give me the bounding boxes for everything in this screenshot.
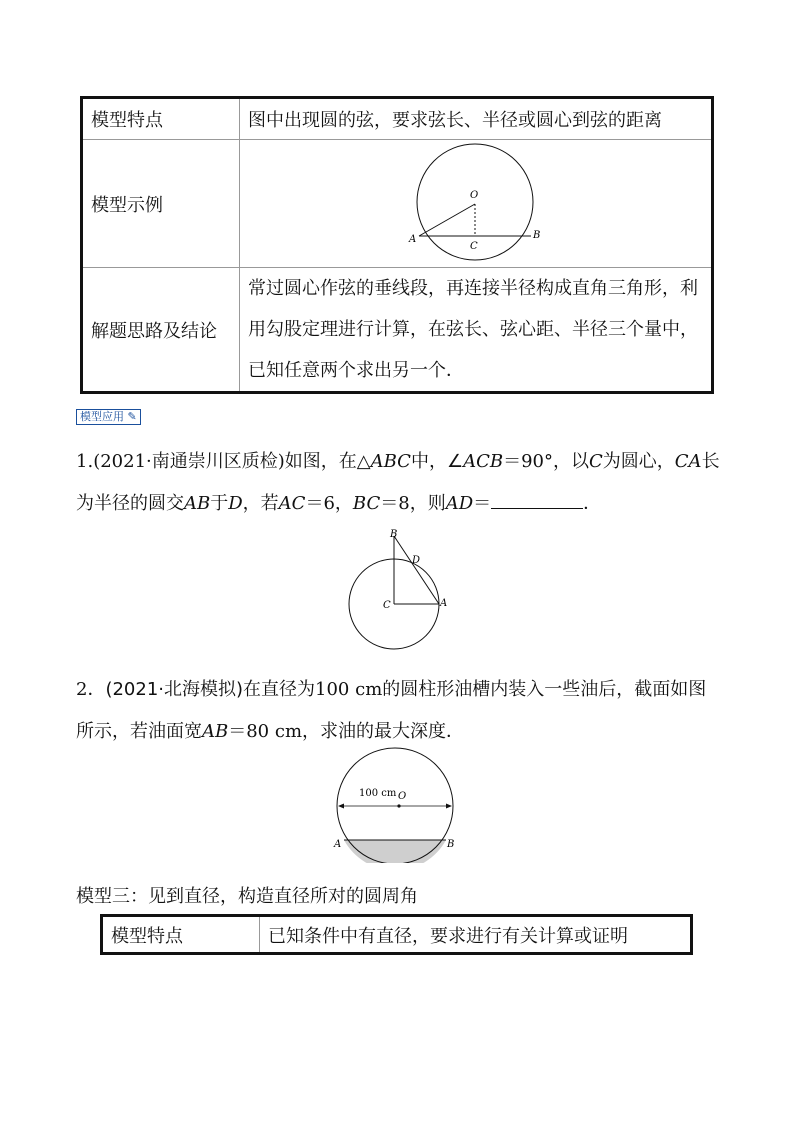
p2-text: 所示，若油面宽 [76, 721, 202, 742]
p2-text: ，求油的最大深度． [302, 721, 465, 742]
p1-text: 为圆心， [602, 451, 675, 472]
problem2-line2 [76, 717, 464, 743]
p1-text: 如图，在△ [284, 451, 371, 472]
p2-label-A: A [334, 839, 342, 850]
p2-label-diameter: 100 cm [359, 788, 397, 799]
method-line-3: 已知任意两个求出另一个． [248, 360, 464, 381]
p1-math: CA [674, 451, 702, 472]
p1-label-C: C [383, 600, 391, 611]
p1-text: ＝8，则 [380, 493, 446, 514]
label-A: A [408, 234, 416, 245]
model-table-1 [80, 96, 714, 394]
method-line-2: 用勾股定理进行计算，在弦长、弦心距、半径三个量中， [248, 319, 698, 340]
answer-blank[interactable] [491, 492, 583, 509]
p1-math: AB [184, 493, 211, 514]
p1-text: ＝ [473, 493, 492, 514]
label-B: B [532, 230, 540, 241]
table1-label-method: 解题思路及结论 [82, 268, 240, 393]
p1-math: ACB [463, 451, 504, 472]
p1-text: 为半径的圆交 [76, 493, 184, 514]
table2-label-feature: 模型特点 [102, 916, 260, 954]
p1-text: 中，∠ [410, 451, 464, 472]
p1-math: D [228, 493, 243, 514]
model3-title: 模型三：见到直径，构造直径所对的圆周角 [76, 886, 418, 907]
label-O: O [469, 190, 478, 201]
section-tag-model-application [76, 409, 141, 425]
p1-label-B: B [390, 529, 398, 540]
problem2-figure [333, 743, 463, 863]
p2-label-B: B [447, 839, 455, 850]
model-table-2 [100, 914, 693, 955]
method-line-1: 常过圆心作弦的垂线段，再连接半径构成直角三角形，利 [248, 278, 698, 299]
p1-text: ，若 [242, 493, 279, 514]
p1-math: AD [445, 493, 474, 514]
p1-segment-ab [394, 536, 439, 604]
p1-text: ＝90°，以 [503, 451, 589, 472]
label-C: C [469, 241, 478, 252]
table1-figure-cell [240, 140, 713, 268]
p2-arrow-left [338, 804, 344, 809]
table1-row-method [82, 268, 713, 393]
p2-label-O: O [398, 791, 407, 802]
section-tag-label: 模型应用 [80, 410, 124, 423]
table2-value-feature: 已知条件中有直径，要求进行有关计算或证明 [260, 916, 692, 954]
p1-text: 长 [701, 451, 720, 472]
p1-text: 于 [210, 493, 229, 514]
chord-model-figure [406, 140, 546, 262]
p2-arrow-right [446, 804, 452, 809]
p1-label-D: D [412, 555, 421, 566]
p2-text: (2021·北海模拟)在直径为 [105, 679, 316, 700]
table1-row-feature [82, 98, 713, 140]
figure-radius-oa [419, 204, 475, 236]
p1-math: C [589, 451, 603, 472]
table1-label-example: 模型示例 [82, 140, 240, 268]
table1-value-method [240, 268, 713, 393]
p1-math: AC [278, 493, 306, 514]
p2-math: AB [202, 721, 229, 742]
problem1-source: (2021·南通崇川区质检) [93, 451, 285, 472]
table1-value-feature: 图中出现圆的弦，要求弦长、半径或圆心到弦的距离 [240, 98, 713, 140]
p1-label-A: A [440, 598, 448, 609]
table2-row-feature [102, 916, 692, 954]
problem2-line1 [76, 675, 706, 701]
p1-text: ． [583, 493, 602, 514]
problem1-line1 [76, 447, 720, 473]
table1-row-example [82, 140, 713, 268]
p2-text: 100 cm [315, 679, 383, 700]
problem2-number: 2． [76, 679, 106, 700]
p2-text: 的圆柱形油槽内装入一些油后，截面如图 [382, 679, 707, 700]
p2-center-dot [397, 804, 400, 807]
p1-text: ＝6， [305, 493, 353, 514]
problem1-number: 1. [76, 451, 94, 472]
p1-math: ABC [370, 451, 411, 472]
problem1-line2 [76, 489, 601, 515]
table1-label-feature: 模型特点 [82, 98, 240, 140]
problem1-figure [345, 527, 455, 655]
p2-text: ＝80 cm [228, 721, 303, 742]
pencil-icon: ✎ [127, 410, 137, 423]
p1-math: BC [352, 493, 381, 514]
